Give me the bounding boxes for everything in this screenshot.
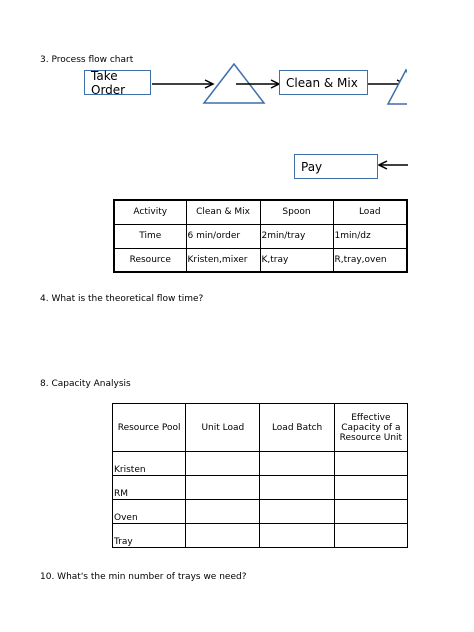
question-4: 4. What is the theoretical flow time? — [40, 294, 204, 304]
question-10: 10. What's the min number of trays we need? — [40, 572, 247, 582]
header-resource-pool: Resource Pool — [113, 404, 186, 452]
table-cell[interactable] — [334, 452, 407, 476]
table-cell: Kristen,mixer — [186, 248, 260, 272]
header-load: Load — [333, 200, 407, 224]
table-cell: R,tray,oven — [333, 248, 407, 272]
table-cell: 6 min/order — [186, 224, 260, 248]
row-label: Time — [114, 224, 186, 248]
table-cell[interactable] — [186, 500, 260, 524]
take-order-box — [84, 70, 151, 95]
table-cell[interactable] — [186, 524, 260, 548]
pay-label: Pay — [301, 159, 323, 174]
header-unit-load: Unit Load — [186, 404, 260, 452]
pay-box — [294, 154, 378, 179]
table-cell: K,tray — [260, 248, 333, 272]
table-row — [113, 524, 408, 548]
section-8-heading: 8. Capacity Analysis — [40, 379, 131, 389]
take-order-label: Take Order — [91, 68, 126, 97]
table-row — [113, 500, 408, 524]
table-row — [113, 476, 408, 500]
header-clean-mix: Clean & Mix — [186, 200, 260, 224]
table-cell[interactable] — [334, 476, 407, 500]
table-cell: 2min/tray — [260, 224, 333, 248]
row-label: Kristen — [113, 452, 186, 476]
header-load-batch: Load Batch — [260, 404, 334, 452]
table-header-row — [114, 200, 407, 224]
row-label: Oven — [113, 500, 186, 524]
table-row — [114, 224, 407, 248]
table-row — [113, 452, 408, 476]
table-row — [114, 248, 407, 272]
table-cell[interactable] — [260, 524, 334, 548]
table-cell: 1min/dz — [333, 224, 407, 248]
row-label: Tray — [113, 524, 186, 548]
section-3-heading: 3. Process flow chart — [40, 55, 134, 65]
header-spoon: Spoon — [260, 200, 333, 224]
header-activity: Activity — [114, 200, 186, 224]
clean-mix-box — [279, 70, 368, 95]
table-cell[interactable] — [334, 500, 407, 524]
capacity-table — [112, 403, 408, 548]
header-effective-capacity: Effective Capacity of a Resource Unit — [334, 404, 407, 452]
table-cell[interactable] — [186, 452, 260, 476]
clean-mix-label: Clean & Mix — [286, 75, 358, 90]
row-label: Resource — [114, 248, 186, 272]
table-cell[interactable] — [260, 452, 334, 476]
table-header-row — [113, 404, 408, 452]
table-cell[interactable] — [334, 524, 407, 548]
row-label: RM — [113, 476, 186, 500]
activity-table — [113, 199, 408, 273]
table-cell[interactable] — [260, 500, 334, 524]
table-cell[interactable] — [260, 476, 334, 500]
table-cell[interactable] — [186, 476, 260, 500]
